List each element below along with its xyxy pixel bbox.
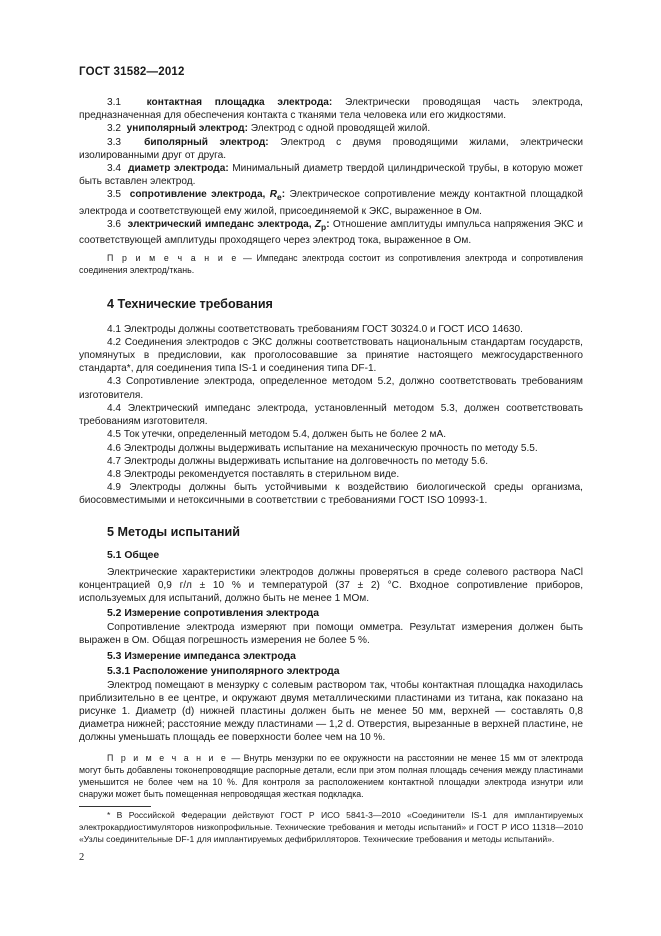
definition-3-5: 3.5 сопротивление электрода, $R_e$: Электрическое сопротивление между контактной площадкой электрода и соответствующей ему жилой, присоединяемой к ЭКС, выраженное в Ом. — [79, 189, 584, 217]
section-5-2-title: 5.2 Измерение сопротивления электрода — [107, 608, 319, 620]
page-number: 2 — [79, 852, 85, 863]
footnote-divider — [79, 806, 151, 807]
requirement-4-7: 4.7 Электроды должны выдерживать испытание на долговечность по методу 5.6. — [107, 455, 489, 467]
requirement-4-3: 4.3 Сопротивление электрода, определенное методом 5.2, должно соответствовать требованиям изготовителя. — [79, 376, 583, 401]
page-content — [79, 96, 583, 845]
requirement-4-6: 4.6 Электроды должны выдерживать испытание на механическую прочность по методу 5.5. — [107, 442, 538, 454]
section-5-3-1-text: Электрод помещают в мензурку с солевым раствором так, чтобы контактная площадка находилась приблизительно в ее центре, и окружают двумя металлическими пластинами из титана, как показано на рисунке 1. Диаметр (d) нижней пластины должен быть не менее 50 мм, верхней — составлять 0,8 диаметра нижней; расстояние между пластинами — 1,2 d. Отверстия, вырезанные в верхней пластине, не должны уменьшать площадь ее поверхности более чем на 10 %. — [79, 679, 583, 744]
section-4-title: 4 Технические требования — [107, 296, 273, 311]
definition-3-3: 3.3 биполярный электрод: Электрод с двумя проводящими жилами, электрически изолированными друг от друга. — [79, 136, 583, 161]
footnote: * В Российской Федерации действуют ГОСТ Р ИСО 5841-3—2010 «Соединители IS-1 для имплантируемых электрокардиостимуляторов низкопрофильные. Технические требования и методы испытаний» и ГОСТ Р ИСО 11318—2010 «Узлы соединительные DF-1 для имплантируемых дефибрилляторов. Технические требования и методы испытаний». — [79, 810, 583, 844]
note-impedance: П р и м е ч а н и е — Импеданс электрода состоит из сопротивления электрода и сопротивления соединения электрод/ткань. — [79, 253, 583, 276]
document-header: ГОСТ 31582—2012 — [79, 66, 185, 78]
requirement-4-9: 4.9 Электроды должны быть устойчивыми к воздействию биологической среды организма, биосовместимыми и нетоксичными в соответствии с требованиями ГОСТ ISO 10993-1. — [79, 482, 583, 507]
requirement-4-2: 4.2 Соединения электродов с ЭКС должны соответствовать национальным стандартам государств, упомянутых в предисловии, как проголосовавшие за принятие настоящего межгосударственного стандарта*, для соединения типа IS-1 и соединения типа DF-1. — [79, 336, 583, 375]
section-5-2-text: Сопротивление электрода измеряют при помощи омметра. Результат измерения должен быть выражен в Ом. Общая погрешность измерения не более 5 %. — [79, 622, 583, 647]
requirement-4-4: 4.4 Электрический импеданс электрода, установленный методом 5.3, должен соответствовать требованиям изготовителя. — [79, 402, 583, 428]
section-5-3-1-title: 5.3.1 Расположение униполярного электрода — [107, 665, 340, 677]
definition-3-6: 3.6 электрический импеданс электрода, $Z_p$: Отношение амплитуды импульса напряжения ЭКС и соответствующей амплитуды проходящего через электрод тока, выраженное в Ом. — [79, 218, 583, 247]
requirement-4-5: 4.5 Ток утечки, определенный методом 5.4, должен быть не более 2 мА. — [107, 429, 447, 441]
section-5-3-title: 5.3 Измерение импеданса электрода — [107, 650, 296, 662]
note-beaker: П р и м е ч а н и е — Внутрь мензурки по ее окружности на расстоянии не менее 15 мм от электрода могут быть добавлены токонепроводящие распорные детали, если при этом полная площадь сечения между пластинами уменьшится не более чем на 10 %. Для контроля за расположением контактной площадки электрода изнутри или снаружи может быть помещенная непроводящая жесткая подкладка. — [79, 752, 583, 800]
section-5-1-title: 5.1 Общее — [107, 549, 160, 561]
definition-3-2: 3.2 униполярный электрод: Электрод с одной проводящей жилой. — [107, 123, 431, 135]
definition-3-1: 3.1 контактная площадка электрода: Электрически проводящая часть электрода, предназначенная для обеспечения контакта с тканями тела человека или его жидкостями. — [79, 97, 583, 122]
section-5-1-text: Электрические характеристики электродов должны проверяться в среде солевого раствора NaCl концентрацией 0,9 г/л ± 10 % и температурой (37 ± 2) °С. Входное сопротивление приборов, используемых для испытаний, должно быть не менее 1 МОм. — [79, 566, 583, 604]
section-5-title: 5 Методы испытаний — [107, 524, 240, 539]
definition-3-4: 3.4 диаметр электрода: Минимальный диаметр твердой цилиндрической трубы, в которую может быть вставлен электрод. — [79, 163, 583, 188]
requirement-4-1: 4.1 Электроды должны соответствовать требованиям ГОСТ 30324.0 и ГОСТ ИСО 14630. — [107, 323, 523, 335]
requirement-4-8: 4.8 Электроды рекомендуется поставлять в стерильном виде. — [107, 468, 400, 480]
